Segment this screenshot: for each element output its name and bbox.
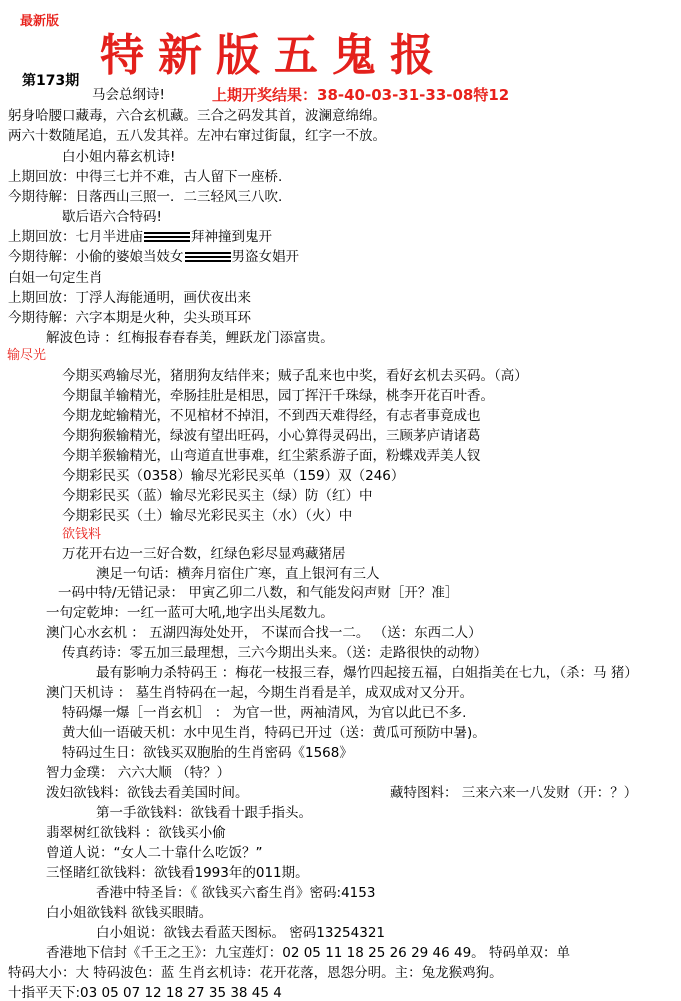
text-line: 藏特图料： 三来六来一八发财（开：？）	[390, 785, 638, 801]
text-line: 今期买鸡输尽光，猪朋狗友结伴来；贼子乱来也中奖，看好玄机去买码。（高）	[62, 368, 528, 384]
text-line: 第一手欲钱料：欲钱看十跟手指头。	[96, 805, 312, 821]
text-line: 特码过生日：欲钱买双胞胎的生肖密码《1568》	[62, 745, 353, 761]
verse-heading: 马会总纲诗!	[92, 87, 165, 103]
text-line: 香港中特圣旨：《 欲钱买六畜生肖》密码:4153	[96, 885, 376, 901]
text-line: 今期彩民买（蓝）输尽光彩民买主（绿）防（红）中	[62, 488, 373, 504]
text-line: 白姐一句定生肖	[8, 270, 103, 286]
text-line: 今期待解：日落西山三照一．二三轻风三八吹.	[8, 189, 283, 205]
text-line: 今期彩民买（土）输尽光彩民买主（水）（火）中	[62, 508, 353, 524]
text-line: 传真药诗：零五加三最理想，三六今期出头来。（送：走路很快的动物）	[62, 645, 488, 661]
text-line: 今期鼠羊输精光，牵肠挂肚是相思，园丁挥汗千珠绿，桃李开花百叶香。	[62, 388, 494, 404]
text-line: 翡翠树红欲钱料 ：欲钱买小偷	[46, 825, 226, 841]
text-line: 上期回放：中得三七并不难，古人留下一座桥.	[8, 169, 283, 185]
page-title: 特新版五鬼报	[100, 30, 448, 81]
text-line: 今期羊猴输精光，山弯道直世事难，红尘萦系游子面，粉蝶戏弄美人钗	[62, 448, 481, 464]
text-line: 今期彩民买（0358）输尽光彩民买单（159）双（246）	[62, 468, 405, 484]
section-heading: 白小姐内幕玄机诗!	[62, 149, 176, 165]
issue-number: 第173期	[22, 73, 80, 89]
text-line: 今期狗猴输精光，绿波有望出旺码，小心算得灵码出，三顾茅庐请诸葛	[62, 428, 481, 444]
text-line: 一句定乾坤：一红一蓝可大吼,地字出头尾数九。	[46, 605, 334, 621]
text-line: 澳足一句话：横奔月宿住广寒，直上银河有三人	[96, 566, 380, 582]
text-line: 上期回放：丁浮人海能通明，画伏夜出来	[8, 290, 251, 306]
text-line: 特码爆一爆［一肖玄机］ ： 为官一世，两袖清风，为官以此已不多.	[62, 705, 467, 721]
text-line: 白小姐欲钱料 欲钱买眼睛。	[46, 905, 213, 921]
text-line: 今期龙蛇输精光，不见棺材不掉泪，不到西天难得经，有志者事竟成也	[62, 408, 481, 424]
text-line: 三怪睹红欲钱料：欲钱看1993年的011期。	[46, 865, 309, 881]
section-tag: 输尽光	[7, 348, 47, 363]
text-line: 一码中特/无错记录： 甲寅乙卯二八数，和气能发闷声财［开？准］	[58, 585, 459, 601]
verse-line: 躬身哈腰口藏毒，六合玄机藏。三合之码发其首，波澜意绵绵。	[8, 108, 386, 124]
text-line: 澳门天机诗 ： 墓生肖特码在一起，今期生肖看是羊，成双成对又分开。	[46, 685, 474, 701]
text-line: 澳门心水玄机 ： 五湖四海处处开， 不谋而合找一二。 （送：东西二人）	[46, 625, 482, 641]
text-line: 曾道人说：“女人二十靠什么吃饭？”	[46, 845, 263, 861]
section-tag: 欲钱料	[62, 527, 102, 542]
text-line: 香港地下信封《千王之王》：九宝莲灯：02 05 11 18 25 26 29 46 49。 特码单双：单	[46, 945, 570, 961]
text-line: 今期待解：六字本期是火种，尖头琐耳环	[8, 310, 251, 326]
text-line: 万花开右边一三好合数，红绿色彩尽显鸡藏猪居	[62, 546, 346, 562]
text-line: 白小姐说：欲钱去看蓝天图标。 密码13254321	[96, 925, 386, 941]
text-line: 最有影响力杀特码王 ：梅花一枝报三春，爆竹四起接五福，白姐指美在七九，（杀：马 猪）	[96, 665, 638, 681]
text-line: 黄大仙一语破天机：水中见生肖，特码已开过（送：黄瓜可预防中暑)。	[62, 725, 486, 741]
text-line: 智力金璞： 六六大顺 （特？）	[46, 765, 231, 781]
text-line: 十指平天下:03 05 07 12 18 27 35 38 45 4	[8, 985, 282, 1001]
text-line: 今期待解：小偷的婆娘当妓女 男盗女娼开	[8, 249, 299, 265]
verse-line: 两六十数随尾追，五八发其祥。左冲右窜过街鼠，红字一不放。	[8, 128, 386, 144]
blacked-out-bars	[144, 232, 190, 242]
text-line: 泼妇欲钱料：欲钱去看美国时间。	[46, 785, 249, 801]
text-line: 上期回放：七月半进庙 拜神撞到鬼开	[8, 229, 272, 245]
edition-label: 最新版	[20, 14, 60, 29]
last-result: 上期开奖结果：38-40-03-31-33-08特12	[212, 86, 510, 104]
blacked-out-bars	[185, 252, 231, 262]
text-line: 特码大小：大 特码波色：蓝 生肖玄机诗：花开花落，恩怨分明。主：兔龙猴鸡狗。	[8, 965, 503, 981]
text-line: 解波色诗 ：红梅报春春春美，鲤跃龙门添富贵。	[46, 330, 334, 346]
section-heading: 歇后语六合特码!	[62, 209, 162, 225]
